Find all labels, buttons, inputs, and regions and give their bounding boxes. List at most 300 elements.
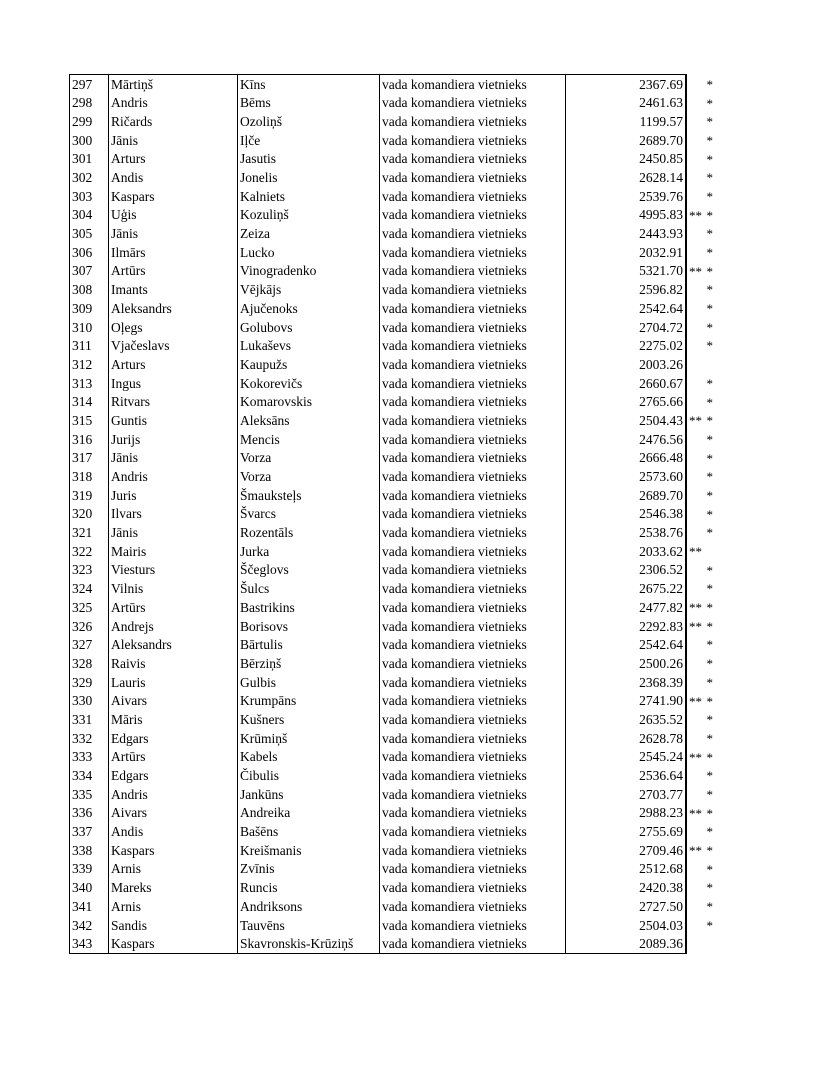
marker: *: [706, 506, 713, 522]
marker-double: **: [689, 263, 702, 279]
position-cell: vada komandiera vietnieks: [380, 131, 566, 150]
position-cell: vada komandiera vietnieks: [380, 94, 566, 113]
position-cell: vada komandiera vietnieks: [380, 206, 566, 225]
first-name-cell: Artūrs: [109, 262, 238, 281]
marker-double: **: [689, 413, 702, 429]
table-row: [70, 505, 718, 524]
marker-cell: [686, 337, 717, 356]
marker-cell: [686, 505, 717, 524]
first-name-cell: Andris: [109, 94, 238, 113]
last-name-cell: Skavronskis-Krūziņš: [238, 935, 380, 954]
last-name-cell: Runcis: [238, 879, 380, 898]
amount-cell: 2704.72: [566, 318, 687, 337]
position-cell: vada komandiera vietnieks: [380, 112, 566, 131]
last-name-cell: Vorza: [238, 467, 380, 486]
last-name-cell: Kušners: [238, 710, 380, 729]
table-row: [70, 916, 718, 935]
position-cell: vada komandiera vietnieks: [380, 75, 566, 94]
last-name-cell: Andreika: [238, 804, 380, 823]
table-row: [70, 617, 718, 636]
table-row: [70, 299, 718, 318]
table-row: [70, 654, 718, 673]
marker: *: [706, 525, 713, 541]
amount-cell: 2032.91: [566, 243, 687, 262]
first-name-cell: Aivars: [109, 692, 238, 711]
row-number-cell: 297: [70, 75, 109, 94]
last-name-cell: Krūmiņš: [238, 729, 380, 748]
marker-cell: [686, 524, 717, 543]
amount-cell: 2504.03: [566, 916, 687, 935]
row-number-cell: 326: [70, 617, 109, 636]
row-number-cell: 301: [70, 150, 109, 169]
first-name-cell: Ričards: [109, 112, 238, 131]
amount-cell: 2596.82: [566, 281, 687, 300]
first-name-cell: Imants: [109, 281, 238, 300]
amount-cell: 2306.52: [566, 561, 687, 580]
position-cell: vada komandiera vietnieks: [380, 710, 566, 729]
first-name-cell: Ritvars: [109, 393, 238, 412]
marker-cell: [686, 710, 717, 729]
last-name-cell: Rozentāls: [238, 524, 380, 543]
first-name-cell: Māris: [109, 710, 238, 729]
last-name-cell: Ozoliņš: [238, 112, 380, 131]
marker: *: [706, 132, 713, 148]
marker-cell: [686, 654, 717, 673]
table-row: [70, 225, 718, 244]
position-cell: vada komandiera vietnieks: [380, 879, 566, 898]
amount-cell: 2545.24: [566, 748, 687, 767]
marker-cell: [686, 748, 717, 767]
position-cell: vada komandiera vietnieks: [380, 374, 566, 393]
first-name-cell: Jānis: [109, 524, 238, 543]
marker-cell: [686, 243, 717, 262]
marker: *: [706, 282, 713, 298]
table-row: [70, 524, 718, 543]
amount-cell: 2443.93: [566, 225, 687, 244]
first-name-cell: Aivars: [109, 804, 238, 823]
position-cell: vada komandiera vietnieks: [380, 860, 566, 879]
table-row: [70, 150, 718, 169]
row-number-cell: 306: [70, 243, 109, 262]
marker-cell: [686, 841, 717, 860]
amount-cell: 2539.76: [566, 187, 687, 206]
row-number-cell: 327: [70, 636, 109, 655]
row-number-cell: 299: [70, 112, 109, 131]
row-number-cell: 336: [70, 804, 109, 823]
first-name-cell: Oļegs: [109, 318, 238, 337]
first-name-cell: Andris: [109, 785, 238, 804]
row-number-cell: 304: [70, 206, 109, 225]
marker: *: [706, 562, 713, 578]
marker-cell: [686, 766, 717, 785]
position-cell: vada komandiera vietnieks: [380, 729, 566, 748]
marker: *: [706, 674, 713, 690]
table-row: [70, 561, 718, 580]
first-name-cell: Ilvars: [109, 505, 238, 524]
table-row: [70, 206, 718, 225]
first-name-cell: Lauris: [109, 673, 238, 692]
position-cell: vada komandiera vietnieks: [380, 524, 566, 543]
marker: *: [706, 637, 713, 653]
marker-single: *: [706, 749, 713, 765]
marker: *: [706, 768, 713, 784]
first-name-cell: Mārtiņš: [109, 75, 238, 94]
last-name-cell: Kīns: [238, 75, 380, 94]
first-name-cell: Arnis: [109, 860, 238, 879]
row-number-cell: 313: [70, 374, 109, 393]
last-name-cell: Tauvēns: [238, 916, 380, 935]
position-cell: vada komandiera vietnieks: [380, 318, 566, 337]
row-number-cell: 315: [70, 411, 109, 430]
marker-cell: [686, 580, 717, 599]
position-cell: vada komandiera vietnieks: [380, 411, 566, 430]
amount-cell: 2703.77: [566, 785, 687, 804]
row-number-cell: 333: [70, 748, 109, 767]
last-name-cell: Ajučenoks: [238, 299, 380, 318]
marker: [687, 209, 717, 222]
last-name-cell: Aleksāns: [238, 411, 380, 430]
amount-cell: 2727.50: [566, 897, 687, 916]
last-name-cell: Kozuliņš: [238, 206, 380, 225]
last-name-cell: Kalniets: [238, 187, 380, 206]
marker: [687, 844, 717, 857]
marker-cell: [686, 374, 717, 393]
row-number-cell: 338: [70, 841, 109, 860]
table-row: [70, 449, 718, 468]
row-number-cell: 308: [70, 281, 109, 300]
position-cell: vada komandiera vietnieks: [380, 150, 566, 169]
row-number-cell: 339: [70, 860, 109, 879]
first-name-cell: Jānis: [109, 449, 238, 468]
first-name-cell: Edgars: [109, 766, 238, 785]
first-name-cell: Kaspars: [109, 841, 238, 860]
personnel-table-body: [70, 75, 718, 954]
marker: *: [706, 394, 713, 410]
position-cell: vada komandiera vietnieks: [380, 187, 566, 206]
table-row: [70, 393, 718, 412]
marker-double: **: [689, 805, 702, 821]
marker-double: **: [689, 693, 702, 709]
table-row: [70, 748, 718, 767]
row-number-cell: 329: [70, 673, 109, 692]
last-name-cell: Čibulis: [238, 766, 380, 785]
amount-cell: 2504.43: [566, 411, 687, 430]
position-cell: vada komandiera vietnieks: [380, 766, 566, 785]
amount-cell: 2628.78: [566, 729, 687, 748]
first-name-cell: Andis: [109, 168, 238, 187]
table-row: [70, 804, 718, 823]
row-number-cell: 331: [70, 710, 109, 729]
first-name-cell: Sandis: [109, 916, 238, 935]
table-row: [70, 766, 718, 785]
marker-cell: [686, 879, 717, 898]
first-name-cell: Edgars: [109, 729, 238, 748]
last-name-cell: Vējkājs: [238, 281, 380, 300]
row-number-cell: 305: [70, 225, 109, 244]
first-name-cell: Kaspars: [109, 187, 238, 206]
marker-cell: [686, 318, 717, 337]
last-name-cell: Lukaševs: [238, 337, 380, 356]
position-cell: vada komandiera vietnieks: [380, 449, 566, 468]
marker: *: [706, 319, 713, 335]
position-cell: vada komandiera vietnieks: [380, 916, 566, 935]
row-number-cell: 335: [70, 785, 109, 804]
first-name-cell: Aleksandrs: [109, 299, 238, 318]
table-row: [70, 262, 718, 281]
amount-cell: 2628.14: [566, 168, 687, 187]
first-name-cell: Kaspars: [109, 935, 238, 954]
table-row: [70, 636, 718, 655]
table-row: [70, 486, 718, 505]
position-cell: vada komandiera vietnieks: [380, 243, 566, 262]
amount-cell: 2089.36: [566, 935, 687, 954]
amount-cell: 2538.76: [566, 524, 687, 543]
table-row: [70, 897, 718, 916]
amount-cell: 2709.46: [566, 841, 687, 860]
table-row: [70, 710, 718, 729]
row-number-cell: 310: [70, 318, 109, 337]
row-number-cell: 342: [70, 916, 109, 935]
last-name-cell: Zeiza: [238, 225, 380, 244]
position-cell: vada komandiera vietnieks: [380, 935, 566, 954]
table-row: [70, 281, 718, 300]
position-cell: vada komandiera vietnieks: [380, 561, 566, 580]
row-number-cell: 332: [70, 729, 109, 748]
first-name-cell: Mairis: [109, 542, 238, 561]
last-name-cell: Bēms: [238, 94, 380, 113]
row-number-cell: 321: [70, 524, 109, 543]
table-row: [70, 542, 718, 561]
last-name-cell: Kabels: [238, 748, 380, 767]
marker: *: [706, 245, 713, 261]
marker: *: [706, 861, 713, 877]
amount-cell: 2542.64: [566, 636, 687, 655]
position-cell: vada komandiera vietnieks: [380, 841, 566, 860]
amount-cell: 1199.57: [566, 112, 687, 131]
table-row: [70, 673, 718, 692]
amount-cell: 2420.38: [566, 879, 687, 898]
position-cell: vada komandiera vietnieks: [380, 636, 566, 655]
marker: *: [706, 114, 713, 130]
marker-cell: [686, 486, 717, 505]
table-row: [70, 131, 718, 150]
table-row: [70, 841, 718, 860]
marker-cell: [686, 467, 717, 486]
amount-cell: 2368.39: [566, 673, 687, 692]
row-number-cell: 307: [70, 262, 109, 281]
marker-cell: [686, 393, 717, 412]
row-number-cell: 324: [70, 580, 109, 599]
position-cell: vada komandiera vietnieks: [380, 505, 566, 524]
position-cell: vada komandiera vietnieks: [380, 692, 566, 711]
marker: *: [706, 226, 713, 242]
marker-cell: [686, 168, 717, 187]
table-row: [70, 243, 718, 262]
last-name-cell: Bastrikins: [238, 598, 380, 617]
marker-cell: [686, 449, 717, 468]
first-name-cell: Vilnis: [109, 580, 238, 599]
marker: *: [706, 712, 713, 728]
row-number-cell: 319: [70, 486, 109, 505]
last-name-cell: Kreišmanis: [238, 841, 380, 860]
position-cell: vada komandiera vietnieks: [380, 225, 566, 244]
first-name-cell: Mareks: [109, 879, 238, 898]
marker-cell: [686, 225, 717, 244]
marker-cell: [686, 430, 717, 449]
position-cell: vada komandiera vietnieks: [380, 281, 566, 300]
personnel-table: [69, 74, 717, 954]
position-cell: vada komandiera vietnieks: [380, 617, 566, 636]
row-number-cell: 303: [70, 187, 109, 206]
marker-cell: [686, 150, 717, 169]
marker: [687, 601, 717, 614]
marker: *: [706, 917, 713, 933]
first-name-cell: Arturs: [109, 150, 238, 169]
marker-double: **: [689, 207, 702, 223]
table-row: [70, 785, 718, 804]
amount-cell: 2476.56: [566, 430, 687, 449]
row-number-cell: 328: [70, 654, 109, 673]
amount-cell: 2461.63: [566, 94, 687, 113]
marker: *: [706, 656, 713, 672]
amount-cell: 5321.70: [566, 262, 687, 281]
position-cell: vada komandiera vietnieks: [380, 897, 566, 916]
marker: *: [706, 786, 713, 802]
marker-cell: [686, 804, 717, 823]
amount-cell: 2450.85: [566, 150, 687, 169]
marker-cell: [686, 299, 717, 318]
marker-cell: [686, 206, 717, 225]
first-name-cell: Arturs: [109, 355, 238, 374]
row-number-cell: 298: [70, 94, 109, 113]
last-name-cell: Mencis: [238, 430, 380, 449]
amount-cell: 2675.22: [566, 580, 687, 599]
row-number-cell: 309: [70, 299, 109, 318]
position-cell: vada komandiera vietnieks: [380, 785, 566, 804]
last-name-cell: Bērziņš: [238, 654, 380, 673]
last-name-cell: Šulcs: [238, 580, 380, 599]
table-row: [70, 430, 718, 449]
row-number-cell: 322: [70, 542, 109, 561]
marker: *: [706, 151, 713, 167]
position-cell: vada komandiera vietnieks: [380, 823, 566, 842]
marker: [687, 620, 717, 633]
last-name-cell: Jasutis: [238, 150, 380, 169]
position-cell: vada komandiera vietnieks: [380, 393, 566, 412]
marker: *: [706, 338, 713, 354]
last-name-cell: Lucko: [238, 243, 380, 262]
row-number-cell: 312: [70, 355, 109, 374]
amount-cell: 2275.02: [566, 337, 687, 356]
marker: *: [706, 469, 713, 485]
row-number-cell: 302: [70, 168, 109, 187]
marker-cell: [686, 860, 717, 879]
marker-cell: [686, 411, 717, 430]
marker-cell: [686, 262, 717, 281]
marker-cell: [686, 75, 717, 94]
marker-cell: [686, 897, 717, 916]
position-cell: vada komandiera vietnieks: [380, 355, 566, 374]
table-row: [70, 318, 718, 337]
row-number-cell: 318: [70, 467, 109, 486]
position-cell: vada komandiera vietnieks: [380, 262, 566, 281]
position-cell: vada komandiera vietnieks: [380, 542, 566, 561]
marker-cell: [686, 617, 717, 636]
position-cell: vada komandiera vietnieks: [380, 580, 566, 599]
marker: [687, 695, 717, 708]
marker-double: **: [689, 618, 702, 634]
marker: *: [706, 487, 713, 503]
first-name-cell: Arnis: [109, 897, 238, 916]
table-row: [70, 580, 718, 599]
position-cell: vada komandiera vietnieks: [380, 598, 566, 617]
position-cell: vada komandiera vietnieks: [380, 299, 566, 318]
position-cell: vada komandiera vietnieks: [380, 748, 566, 767]
row-number-cell: 325: [70, 598, 109, 617]
position-cell: vada komandiera vietnieks: [380, 467, 566, 486]
marker: *: [706, 450, 713, 466]
marker-cell: [686, 355, 717, 374]
amount-cell: 2660.67: [566, 374, 687, 393]
amount-cell: 2741.90: [566, 692, 687, 711]
amount-cell: 2765.66: [566, 393, 687, 412]
marker: *: [706, 730, 713, 746]
marker: [687, 265, 717, 278]
amount-cell: 2512.68: [566, 860, 687, 879]
position-cell: vada komandiera vietnieks: [380, 430, 566, 449]
marker-double: **: [689, 843, 702, 859]
last-name-cell: Komarovskis: [238, 393, 380, 412]
last-name-cell: Golubovs: [238, 318, 380, 337]
marker-cell: [686, 916, 717, 935]
first-name-cell: Andis: [109, 823, 238, 842]
first-name-cell: Jurijs: [109, 430, 238, 449]
marker: *: [706, 188, 713, 204]
row-number-cell: 314: [70, 393, 109, 412]
last-name-cell: Borisovs: [238, 617, 380, 636]
last-name-cell: Jankūns: [238, 785, 380, 804]
marker-single: *: [706, 693, 713, 709]
marker-cell: [686, 692, 717, 711]
marker: *: [706, 899, 713, 915]
amount-cell: 2689.70: [566, 131, 687, 150]
table-row: [70, 860, 718, 879]
amount-cell: 2573.60: [566, 467, 687, 486]
table-row: [70, 879, 718, 898]
amount-cell: 2546.38: [566, 505, 687, 524]
marker: **: [689, 544, 702, 560]
marker: *: [706, 170, 713, 186]
marker: *: [706, 301, 713, 317]
last-name-cell: Vinogradenko: [238, 262, 380, 281]
first-name-cell: Viesturs: [109, 561, 238, 580]
last-name-cell: Švarcs: [238, 505, 380, 524]
row-number-cell: 334: [70, 766, 109, 785]
last-name-cell: Andriksons: [238, 897, 380, 916]
table-row: [70, 168, 718, 187]
table-row: [70, 112, 718, 131]
amount-cell: 2500.26: [566, 654, 687, 673]
first-name-cell: Artūrs: [109, 598, 238, 617]
last-name-cell: Vorza: [238, 449, 380, 468]
first-name-cell: Aleksandrs: [109, 636, 238, 655]
marker: *: [706, 375, 713, 391]
row-number-cell: 343: [70, 935, 109, 954]
first-name-cell: Raivis: [109, 654, 238, 673]
last-name-cell: Jurka: [238, 542, 380, 561]
row-number-cell: 316: [70, 430, 109, 449]
marker: *: [706, 581, 713, 597]
